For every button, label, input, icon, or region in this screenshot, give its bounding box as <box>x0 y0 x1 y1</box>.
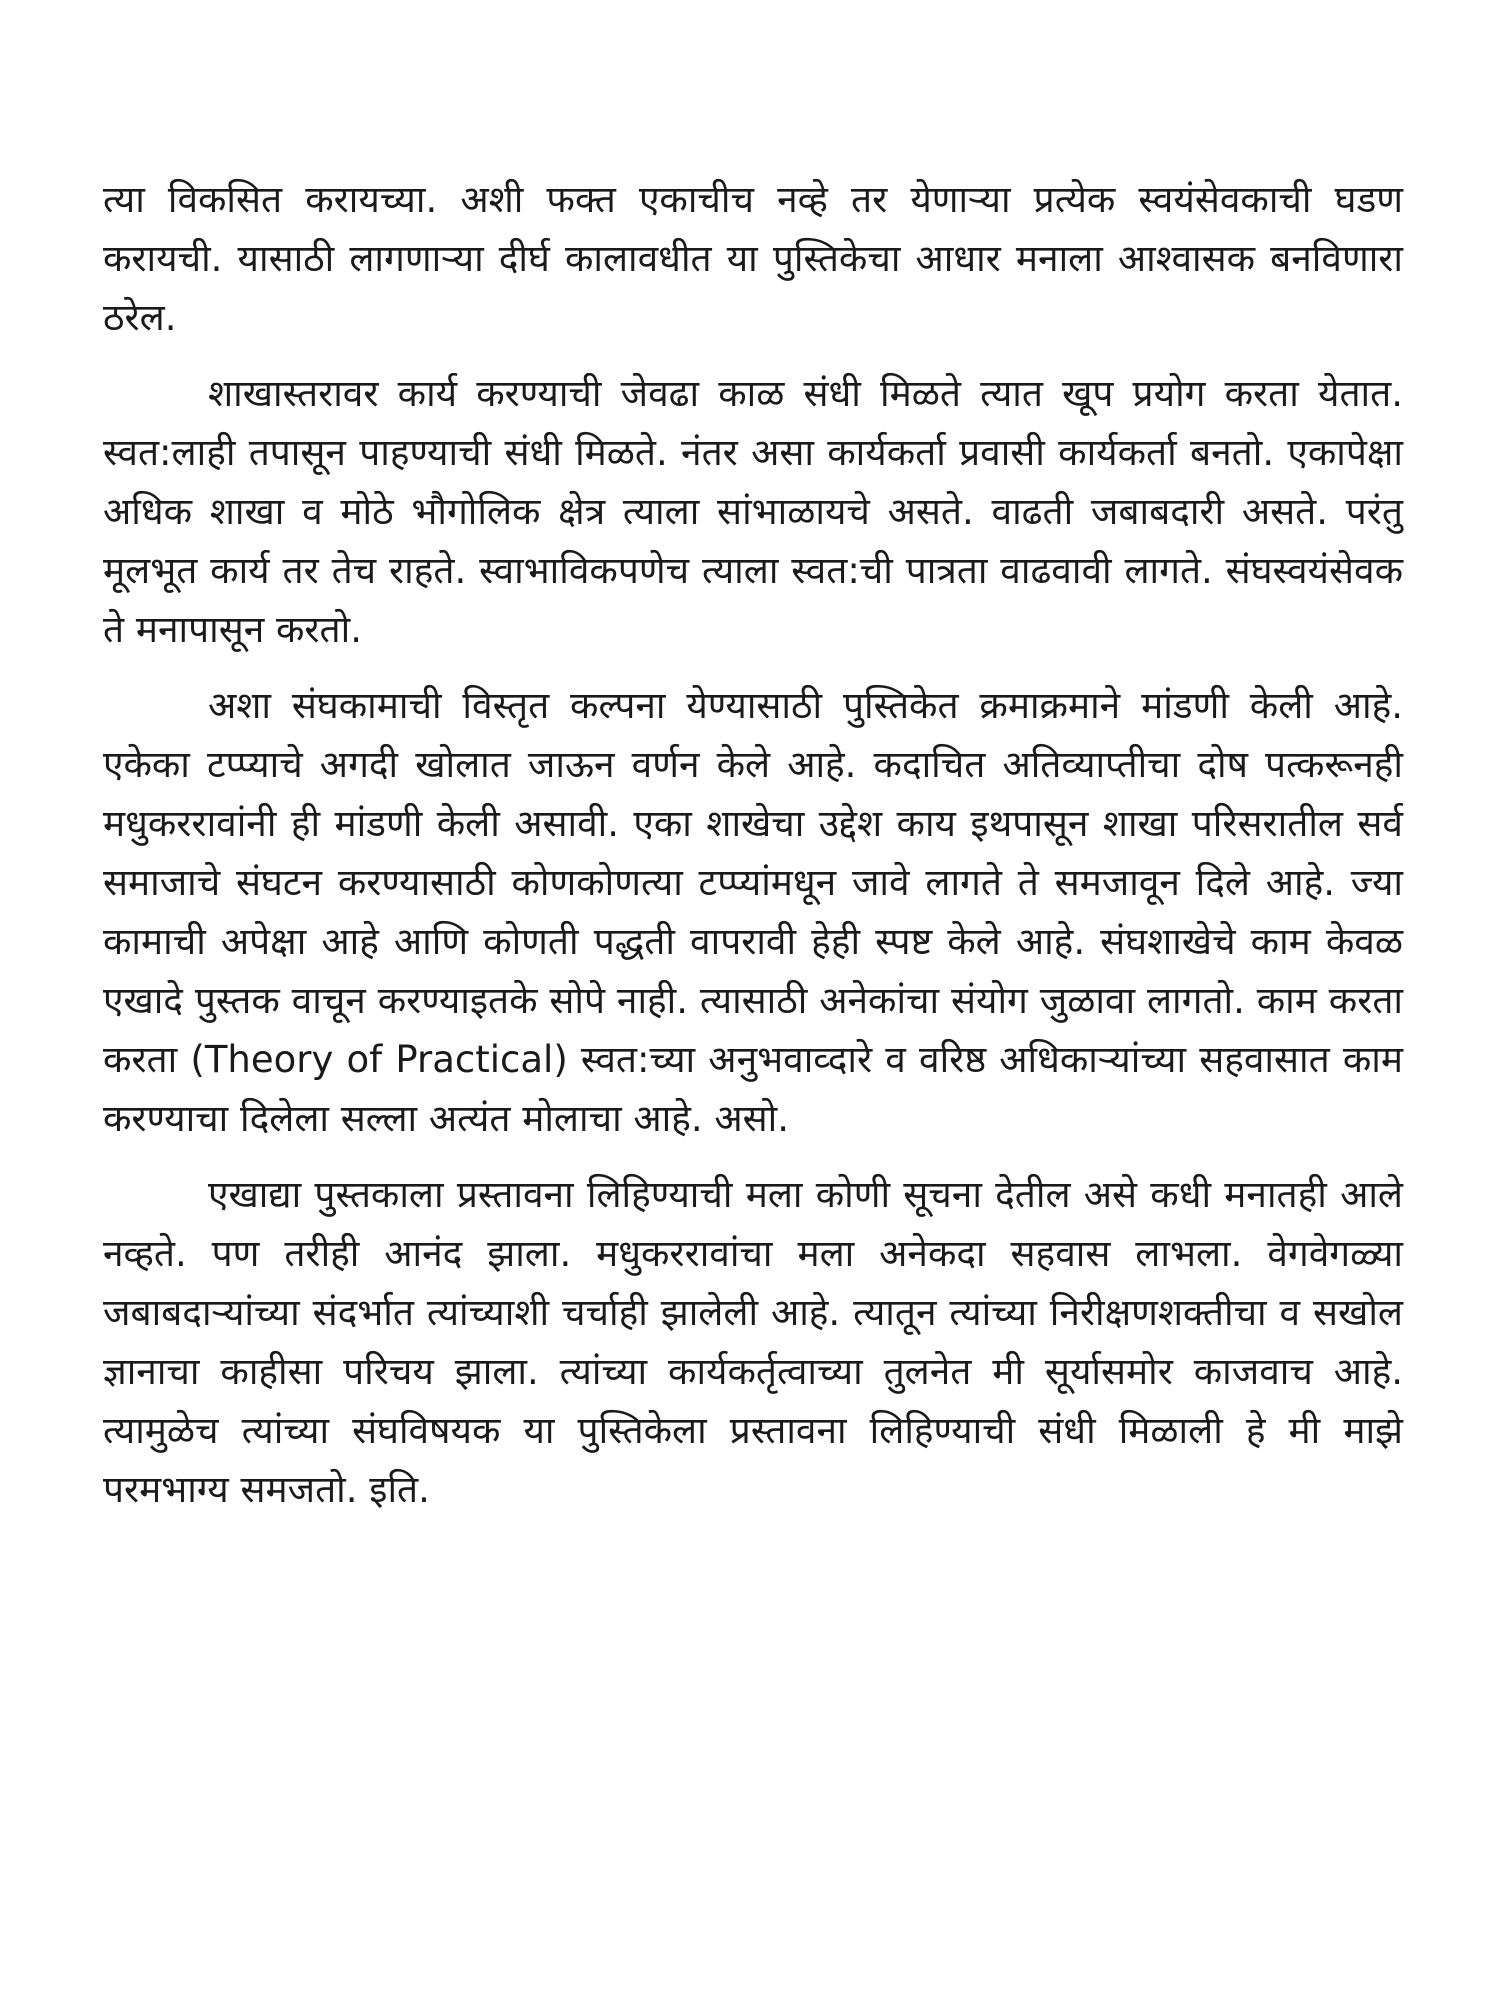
paragraph-4: एखाद्या पुस्तकाला प्रस्तावना लिहिण्याची मला कोणी सूचना देतील असे कधी मनातही आले नव्हते. पण तरीही आनंद झाला. मधुकररावांचा मला अनेकदा सहवास लाभला. वेगवेगळ्या जबाबदाऱ्यांच्या संदर्भात त्यांच्याशी चर्चाही झालेली आहे. त्यातून त्यांच्या निरीक्षणशक्तीचा व सखोल ज्ञानाचा काहीसा परिचय झाला. त्यांच्या कार्यकर्तृत्वाच्या तुलनेत मी सूर्यासमोर काजवाच आहे. त्यामुळेच त्यांच्या संघविषयक या पुस्तिकेला प्रस्तावना लिहिण्याची संधी मिळाली हे मी माझे परमभाग्य समजतो. इति. <box>103 1173 1403 1511</box>
paragraph-2: शाखास्तरावर कार्य करण्याची जेवढा काळ संधी मिळते त्यात खूप प्रयोग करता येतात. स्वत:लाही तपासून पाहण्याची संधी मिळते. नंतर असा कार्यकर्ता प्रवासी कार्यकर्ता बनतो. एकापेक्षा अधिक शाखा व मोठे भौगोलिक क्षेत्र त्याला सांभाळायचे असते. वाढती जबाबदारी असते. परंतु मूलभूत कार्य तर तेच राहते. स्वाभाविकपणेच त्याला स्वत:ची पात्रता वाढवावी लागते. संघस्वयंसेवक ते मनापासून करतो. <box>103 372 1403 651</box>
paragraph-3: अशा संघकामाची विस्तृत कल्पना येण्यासाठी पुस्तिकेत क्रमाक्रमाने मांडणी केली आहे. एकेका टप्प्याचे अगदी खोलात जाऊन वर्णन केले आहे. कदाचित अतिव्याप्तीचा दोष पत्करूनही मधुकररावांनी ही मांडणी केली असावी. एका शाखेचा उद्देश काय इथपासून शाखा परिसरातील सर्व समाजाचे संघटन करण्यासाठी कोणकोणत्या टप्प्यांमधून जावे लागते ते समजावून दिले आहे. ज्या कामाची अपेक्षा आहे आणि कोणती पद्धती वापरावी हेही स्पष्ट केले आहे. संघशाखेचे काम केवळ एखादे पुस्तक वाचून करण्याइतके सोपे नाही. त्यासाठी अनेकांचा संयोग जुळावा लागतो. काम करता करता (Theory of Practical) स्वत:च्या अनुभवाव्दारे व वरिष्ठ अधिकाऱ्यांच्या सहवासात काम करण्याचा दिलेला सल्ला अत्यंत मोलाचा आहे. असो. <box>103 684 1403 1140</box>
paragraph-1: त्या विकसित करायच्या. अशी फक्त एकाचीच नव्हे तर येणाऱ्या प्रत्येक स्वयंसेवकाची घडण करायची. यासाठी लागणाऱ्या दीर्घ कालावधीत या पुस्तिकेचा आधार मनाला आश्वासक बनविणारा ठरेल. <box>103 178 1403 339</box>
body-text <box>103 170 1403 1519</box>
